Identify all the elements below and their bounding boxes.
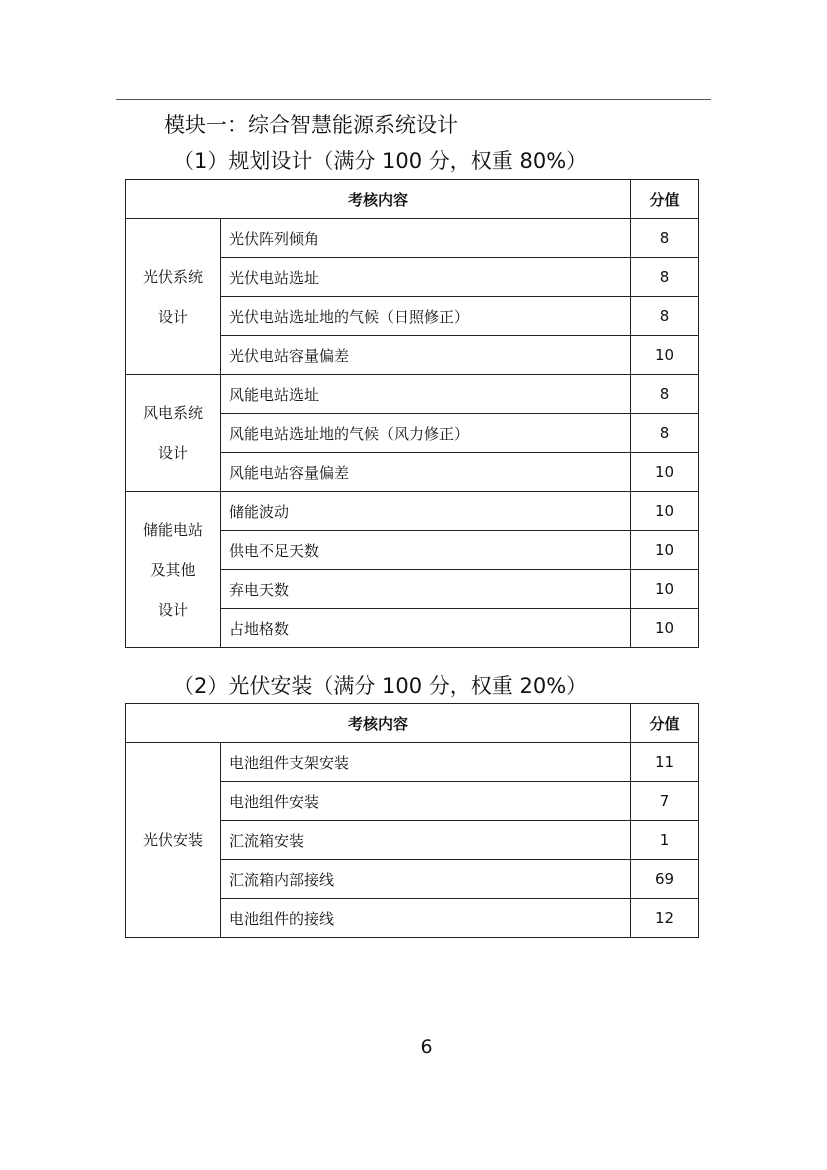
group-name: 光伏系统 设计 (142, 267, 203, 326)
pv-installation-table (125, 703, 699, 938)
table-row (126, 375, 699, 414)
item-cell: 风能电站容量偏差 (221, 453, 631, 492)
score-cell: 11 (631, 743, 699, 782)
header-score: 分值 (631, 180, 699, 219)
group-cell (126, 492, 221, 648)
score-cell: 8 (631, 375, 699, 414)
table-header-row (126, 704, 699, 743)
score-cell: 10 (631, 453, 699, 492)
group-name: 风电系统 设计 (142, 404, 203, 462)
table-row (126, 492, 699, 531)
item-cell: 光伏电站选址 (221, 258, 631, 297)
score-cell: 8 (631, 258, 699, 297)
score-cell: 10 (631, 336, 699, 375)
header-content: 考核内容 (126, 704, 631, 743)
group-cell (126, 743, 221, 938)
section1-title: （1）规划设计（满分 100 分，权重 80%） (173, 149, 588, 173)
item-cell: 占地格数 (221, 609, 631, 648)
table-body (126, 180, 699, 648)
group-name: 储能电站 及其他 设计 (142, 520, 203, 619)
item-cell: 汇流箱内部接线 (221, 860, 631, 899)
section2-title: （2）光伏安装（满分 100 分，权重 20%） (173, 674, 588, 698)
score-cell: 8 (631, 297, 699, 336)
header-content: 考核内容 (126, 180, 631, 219)
page-number: 6 (420, 1036, 433, 1058)
item-cell: 光伏电站选址地的气候（日照修正） (221, 297, 631, 336)
score-cell: 10 (631, 492, 699, 531)
item-cell: 弃电天数 (221, 570, 631, 609)
header-rule (116, 99, 711, 100)
planning-design-table (125, 179, 699, 648)
score-cell: 7 (631, 782, 699, 821)
score-cell: 1 (631, 821, 699, 860)
score-cell: 8 (631, 219, 699, 258)
table-row (126, 743, 699, 782)
score-cell: 10 (631, 609, 699, 648)
score-cell: 10 (631, 531, 699, 570)
item-cell: 风能电站选址 (221, 375, 631, 414)
group-cell (126, 219, 221, 375)
table-header-row (126, 180, 699, 219)
item-cell: 电池组件安装 (221, 782, 631, 821)
score-cell: 8 (631, 414, 699, 453)
module-title: 模块一：综合智慧能源系统设计 (164, 113, 458, 137)
item-cell: 光伏阵列倾角 (221, 219, 631, 258)
item-cell: 风能电站选址地的气候（风力修正） (221, 414, 631, 453)
header-score: 分值 (631, 704, 699, 743)
item-cell: 光伏电站容量偏差 (221, 336, 631, 375)
score-cell: 69 (631, 860, 699, 899)
item-cell: 电池组件的接线 (221, 899, 631, 938)
score-cell: 10 (631, 570, 699, 609)
table-row (126, 219, 699, 258)
item-cell: 储能波动 (221, 492, 631, 531)
item-cell: 汇流箱安装 (221, 821, 631, 860)
item-cell: 电池组件支架安装 (221, 743, 631, 782)
table-body (126, 704, 699, 938)
group-name: 光伏安装 (142, 831, 203, 849)
group-cell (126, 375, 221, 492)
item-cell: 供电不足天数 (221, 531, 631, 570)
score-cell: 12 (631, 899, 699, 938)
